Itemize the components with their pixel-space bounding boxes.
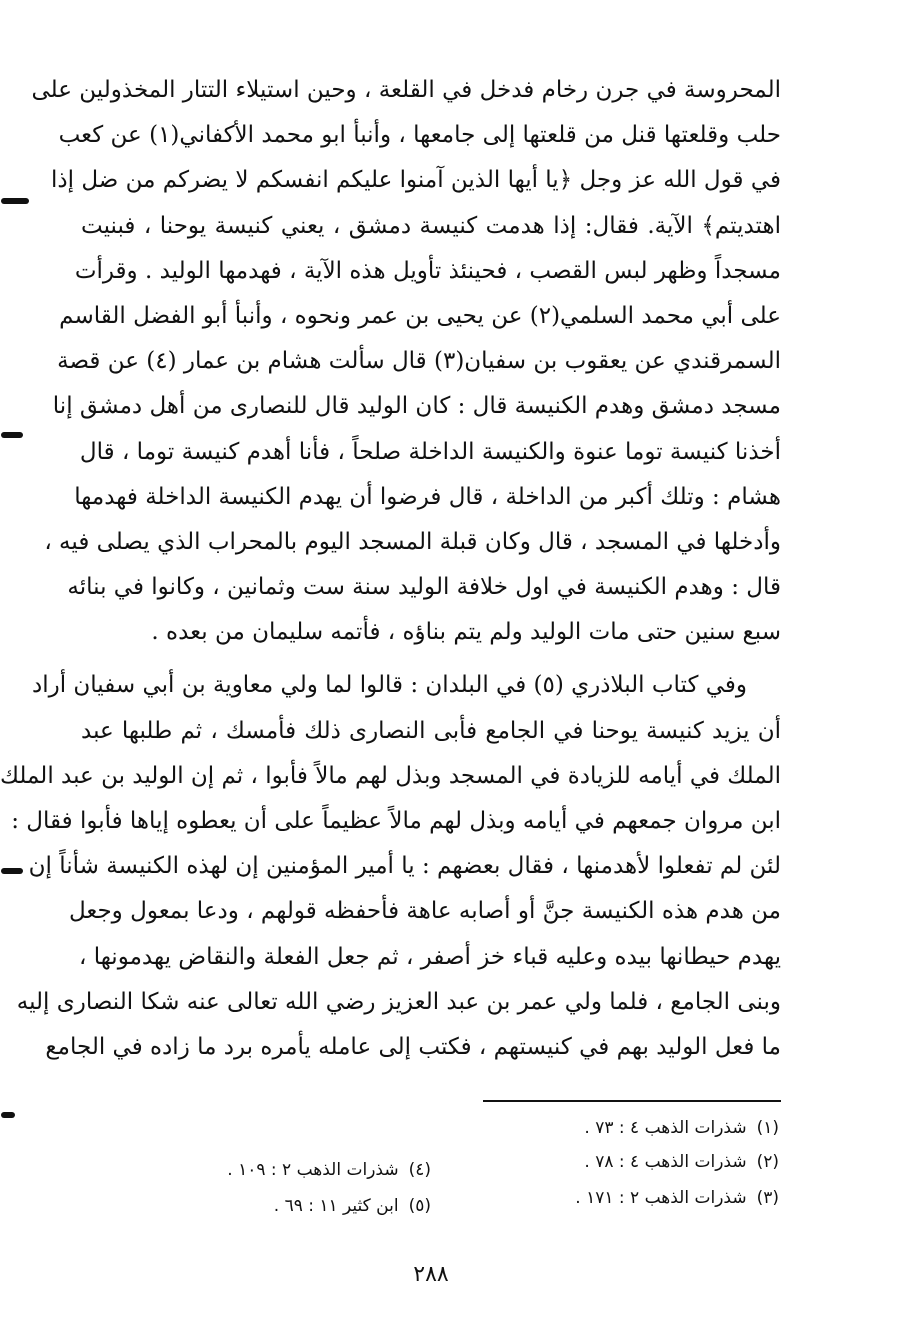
text-line: يهدم حيطانها بيده وعليه قباء خز أصفر ، ثم جعل الفعلة والنقاض يهدمونها ، xyxy=(78,943,781,970)
text-line: هشام : وتلك أكبر من الداخلة ، قال فرضوا أن يهدم الكنيسة الداخلة فهدمها xyxy=(74,483,781,510)
text-line: ابن مروان جمعهم في أيامه وبذل لهم مالاً عظيماً على أن يعطوه إياها فأبوا فقال : xyxy=(11,808,781,834)
main-text xyxy=(0,68,781,1070)
scan-edge-mark xyxy=(1,1112,15,1118)
text-line: الملك في أيامه للزيادة في المسجد وبذل لهم مالاً فأبوا ، ثم إن الوليد بن عبد الملك xyxy=(0,762,781,789)
footnote-number: (٣) xyxy=(756,1188,779,1208)
footnote-text: شذرات الذهب ٤ : ٧٨ . xyxy=(584,1152,747,1172)
footnote-number: (٢) xyxy=(756,1152,779,1172)
text-line: لئن لم تفعلوا لأهدمنها ، فقال بعضهم : يا أمير المؤمنين إن لهذه الكنيسة شأناً إن xyxy=(28,853,781,880)
scan-edge-mark xyxy=(1,868,23,874)
text-line: في قول الله عز وجل ﴿يا أيها الذين آمنوا عليكم انفسكم لا يضركم من ضل إذا xyxy=(51,167,781,194)
footnote-divider xyxy=(483,1100,781,1102)
scan-edge-mark xyxy=(1,432,23,438)
footnote-5 xyxy=(274,1196,431,1216)
footnote-text: شذرات الذهب ٤ : ٧٣ . xyxy=(584,1118,747,1138)
text-line: حلب وقلعتها قنل من قلعتها إلى جامعها ، وأنبأ ابو محمد الأكفاني(١) عن كعب xyxy=(58,122,781,149)
footnote-text: شذرات الذهب ٢ : ١٠٩ . xyxy=(227,1160,399,1180)
footnote-2 xyxy=(584,1152,779,1172)
paragraph-2 xyxy=(0,663,781,1070)
footnote-text: شذرات الذهب ٢ : ١٧١ . xyxy=(575,1188,747,1208)
footnote-1 xyxy=(584,1118,779,1138)
text-line: من هدم هذه الكنيسة جنَّ أو أصابه عاهة فأحفظه قولهم ، ودعا بمعول وجعل xyxy=(68,898,781,925)
text-line: قال : وهدم الكنيسة في اول خلافة الوليد سنة ست وثمانين ، وكانوا في بنائه xyxy=(67,574,781,601)
text-line: وفي كتاب البلاذري (٥) في البلدان : قالوا لما ولي معاوية بن أبي سفيان أراد xyxy=(31,672,747,699)
text-line: وأدخلها في المسجد ، قال وكان قبلة المسجد اليوم بالمحراب الذي يصلى فيه ، xyxy=(44,528,781,555)
paragraph-1 xyxy=(31,68,781,655)
text-line: اهتديتم﴾ الآية. فقال: إذا هدمت كنيسة دمشق ، يعني كنيسة يوحنا ، فبنيت xyxy=(81,212,781,239)
text-line: على أبي محمد السلمي(٢) عن يحيى بن عمر ونحوه ، وأنبأ أبو الفضل القاسم xyxy=(59,302,781,329)
footnote-4 xyxy=(227,1160,431,1180)
text-line: المحروسة في جرن رخام فدخل في القلعة ، وحين استيلاء التتار المخذولين على xyxy=(31,77,781,103)
text-line: سبع سنين حتى مات الوليد ولم يتم بناؤه ، فأتمه سليمان من بعده . xyxy=(151,619,781,646)
text-line: وبنى الجامع ، فلما ولي عمر بن عبد العزيز رضي الله تعالى عنه شكا النصارى إليه xyxy=(16,988,781,1015)
footnote-number: (٥) xyxy=(408,1196,431,1216)
footnote-3 xyxy=(575,1188,779,1208)
footnote-number: (١) xyxy=(756,1118,779,1138)
text-line: السمرقندي عن يعقوب بن سفيان(٣) قال سألت هشام بن عمار (٤) عن قصة xyxy=(57,348,781,375)
footnote-text: ابن كثير ١١ : ٦٩ . xyxy=(273,1196,399,1216)
book-page xyxy=(1,0,901,1340)
footnote-number: (٤) xyxy=(408,1160,431,1180)
text-line: مسجداً وظهر لبس القصب ، فحينئذ تأويل هذه الآية ، فهدمها الوليد . وقرأت xyxy=(74,257,781,284)
text-line: أن يزيد كنيسة يوحنا في الجامع فأبى النصارى ذلك فأمسك ، ثم طلبها عبد xyxy=(81,717,781,744)
text-line: ما فعل الوليد بهم في كنيستهم ، فكتب إلى عامله يأمره برد ما زاده في الجامع xyxy=(45,1033,781,1060)
text-line: أخذنا كنيسة توما عنوة والكنيسة الداخلة صلحاً ، فأنا أهدم كنيسة توما ، قال xyxy=(79,438,781,465)
text-line: مسجد دمشق وهدم الكنيسة قال : كان الوليد قال للنصارى من أهل دمشق إنا xyxy=(52,393,781,420)
scan-edge-mark xyxy=(1,198,29,204)
page-number: ٢٨٨ xyxy=(413,1262,449,1287)
